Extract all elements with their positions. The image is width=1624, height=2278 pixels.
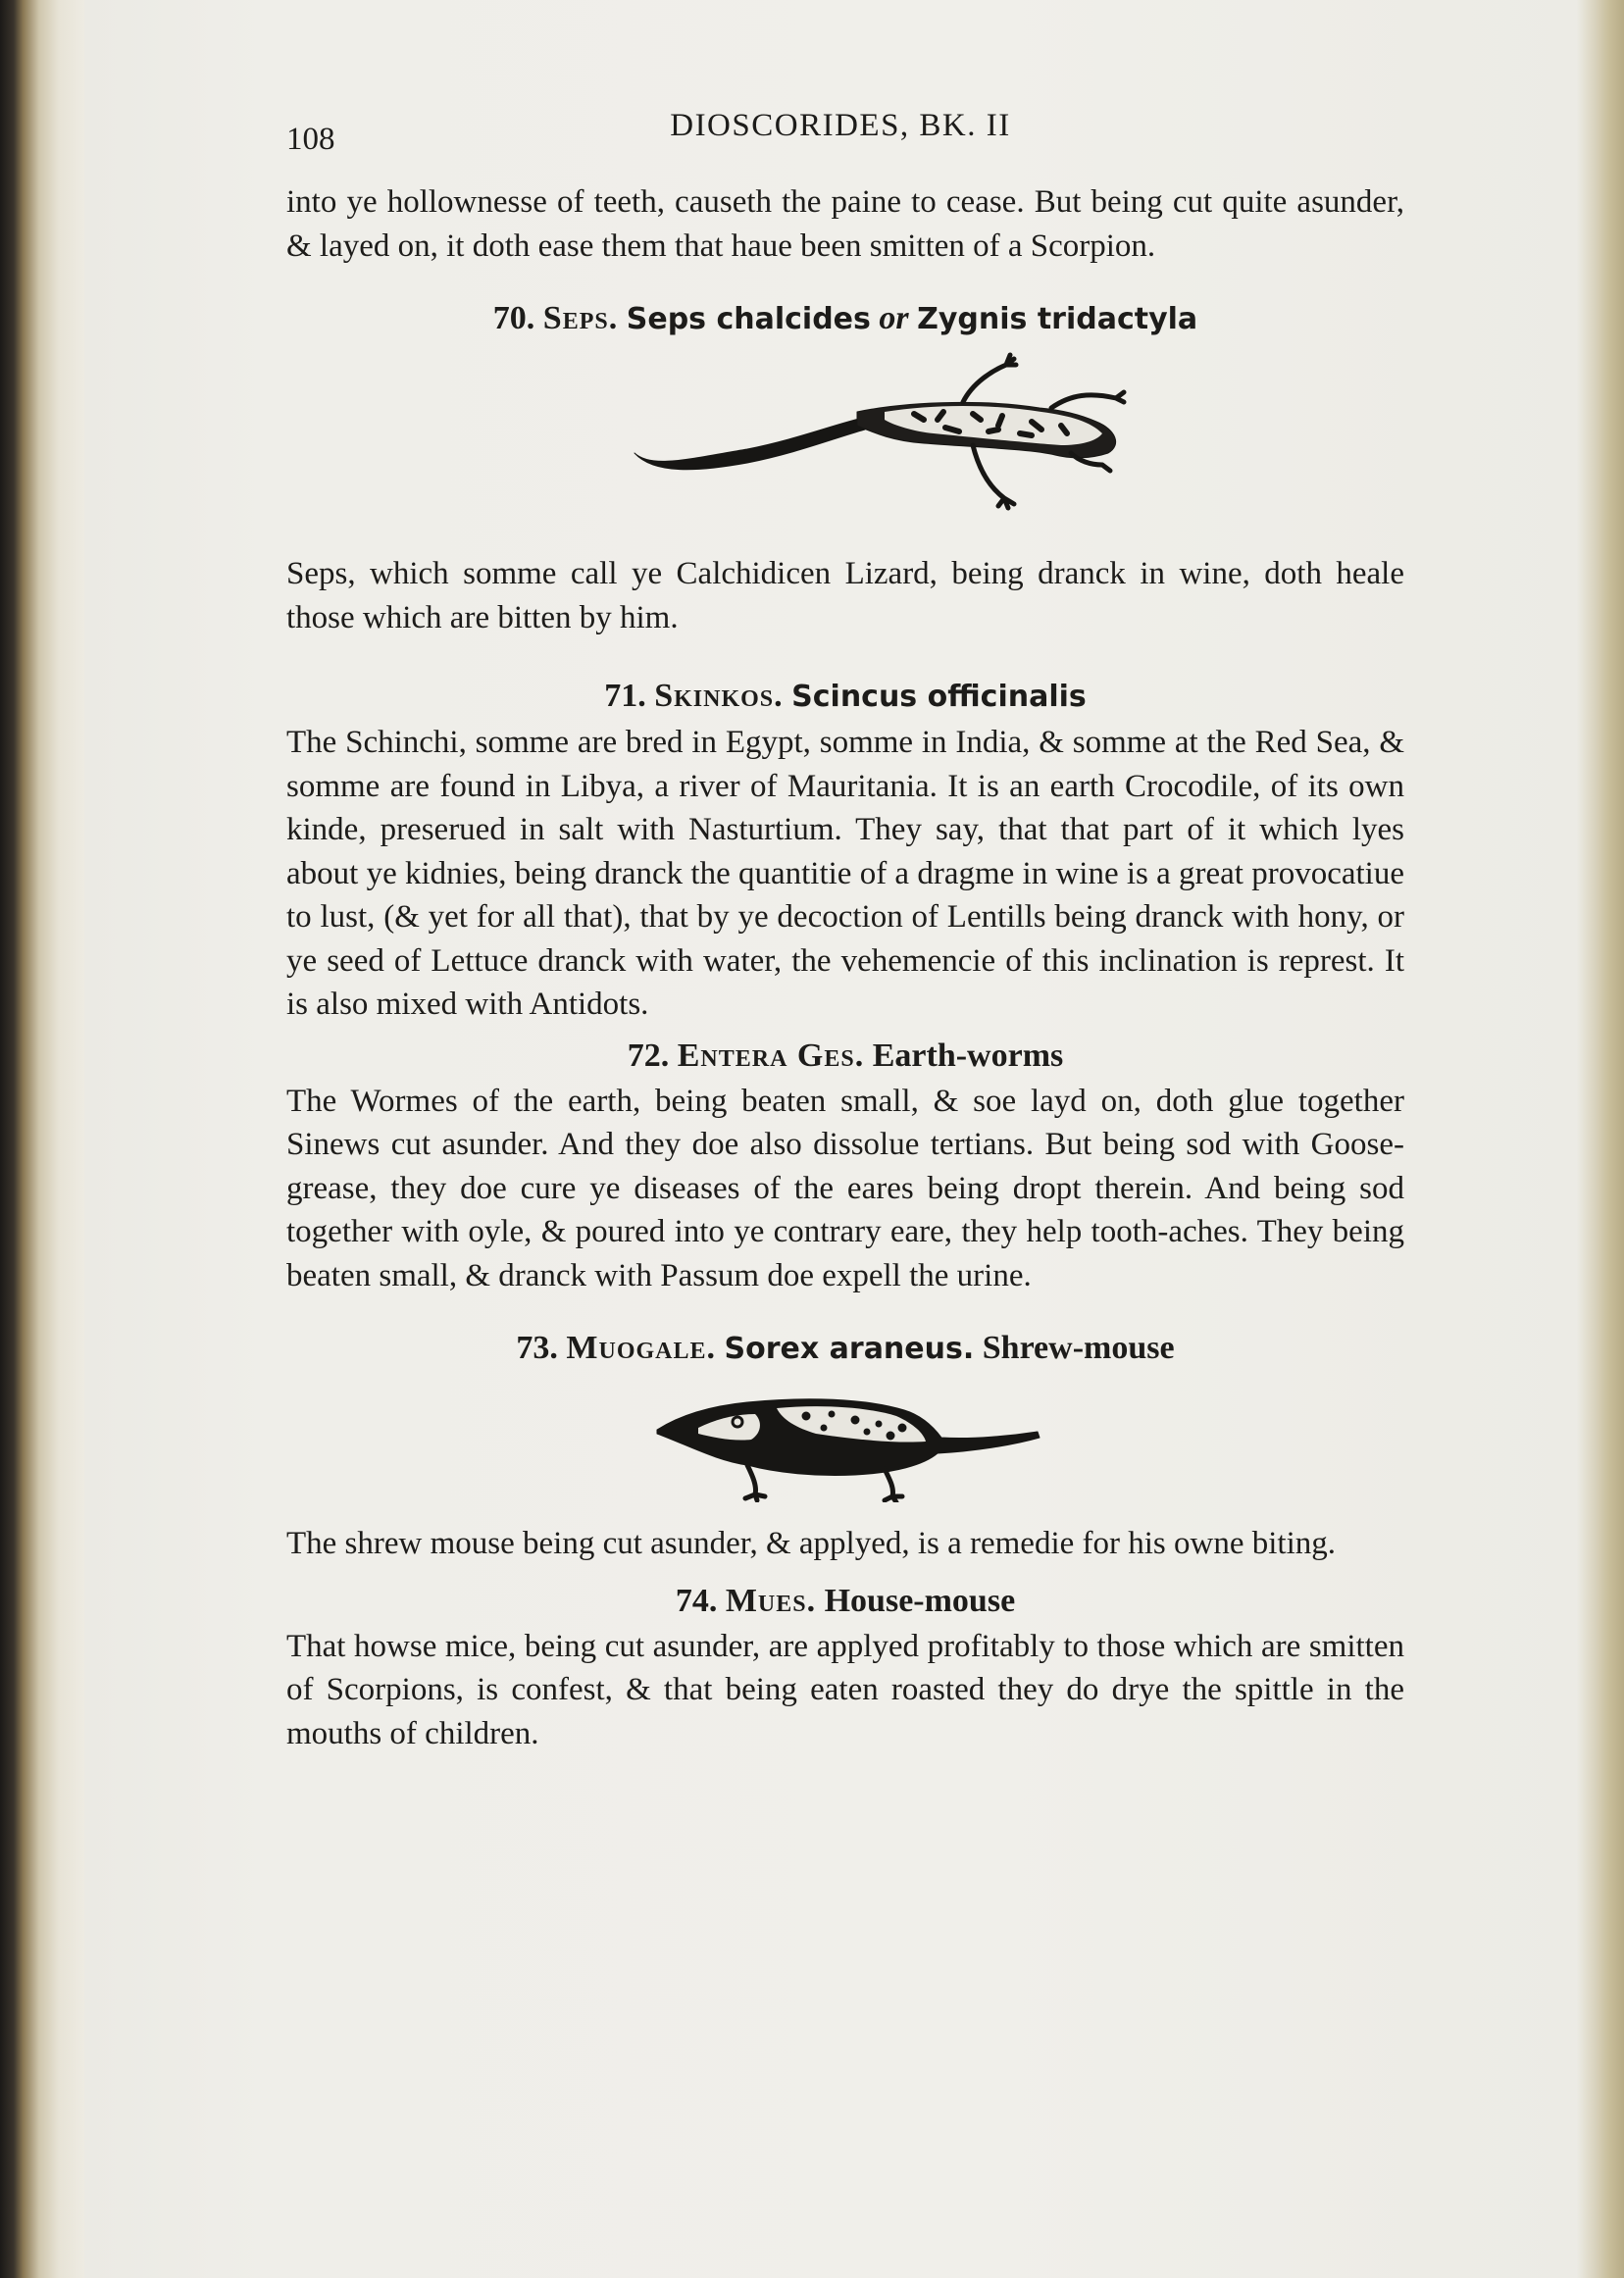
entry-number: 71.	[604, 678, 646, 714]
entry-greek-name: Mues.	[725, 1582, 817, 1619]
entry-greek-name: Seps.	[542, 300, 619, 336]
entry-number: 70.	[492, 300, 535, 336]
lizard-drawing	[286, 343, 1404, 525]
running-title: DIOSCORIDES, BK. II	[670, 108, 1011, 143]
entry-heading-71	[286, 675, 1404, 719]
intro-paragraph: into ye hollownesse of teeth, causeth the paine to cease. But being cut quite asunder, & layed on, it doth ease them that haue been smitten of a Scorpion.	[286, 184, 1404, 264]
entry-text-74: That howse mice, being cut asunder, are applyed profitably to those which are smitten of Scorpions, is confest, & that being eaten roasted they do drye the spittle in the mouths of children.	[286, 1628, 1404, 1751]
entry-latin-name-alt: Zygnis tridactyla	[917, 302, 1198, 336]
entry-text-71: The Schinchi, somme are bred in Egypt, somme in India, & somme at the Red Sea, & somme are found in Libya, a river of Mauritania. It is an earth Crocodile, of its own kinde, preserued in salt with Nasturtium. They say, that that part of it which lyes about ye kidnies, being dranck the quantitie of a dragme in wine is a great provocatiue to lust, (& yet for all that), that by ye decoction of Lentills being dranck with hony, or ye seed of Lettuce dranck with water, the vehemencie of this inclination is represt. It is also mixed with Antidots.	[286, 725, 1404, 1022]
entry-common-name: Earth-worms	[872, 1037, 1064, 1074]
entry-heading-73	[286, 1327, 1404, 1371]
entry-common-name: House-mouse	[824, 1582, 1016, 1619]
entry-latin-name: Scincus officinalis	[791, 680, 1087, 714]
shrew-illustration	[286, 1375, 1404, 1502]
entry-common-name: Shrew-mouse	[982, 1330, 1175, 1366]
page-content	[286, 108, 1404, 1755]
entry-greek-name: Entera Ges.	[677, 1037, 865, 1074]
shrew-drawing	[286, 1375, 1404, 1502]
entry-greek-name: Skinkos.	[654, 678, 784, 714]
page-number: 108	[286, 122, 335, 157]
entry-connector: or	[879, 300, 909, 336]
entry-latin-name: Sorex araneus.	[724, 1332, 975, 1366]
running-head	[286, 108, 1404, 157]
entry-number: 72.	[627, 1037, 670, 1074]
lizard-illustration	[286, 343, 1404, 525]
entry-greek-name: Muogale.	[566, 1330, 716, 1366]
entry-heading-72	[286, 1035, 1404, 1078]
entry-number: 73.	[516, 1330, 558, 1366]
entry-heading-70	[286, 297, 1404, 341]
entry-heading-74	[286, 1580, 1404, 1623]
entry-text-70: Seps, which somme call ye Calchidicen Lizard, being dranck in wine, doth heale those which are bitten by him.	[286, 556, 1404, 635]
book-fore-edge	[1577, 0, 1624, 2278]
book-gutter-edge	[0, 0, 90, 2278]
entry-text-73: The shrew mouse being cut asunder, & applyed, is a remedie for his owne biting.	[286, 1526, 1336, 1561]
entry-number: 74.	[675, 1582, 718, 1619]
entry-latin-name: Seps chalcides	[626, 302, 871, 336]
entry-text-72: The Wormes of the earth, being beaten small, & soe layd on, doth glue together Sinews cut asunder. And they doe also dissolue tertians. But being sod with Goose-grease, they doe cure ye diseases of the eares being dropt therein. And being sod together with oyle, & poured into ye contrary eare, they help tooth-aches. They being beaten small, & dranck with Passum doe expell the urine.	[286, 1083, 1404, 1293]
